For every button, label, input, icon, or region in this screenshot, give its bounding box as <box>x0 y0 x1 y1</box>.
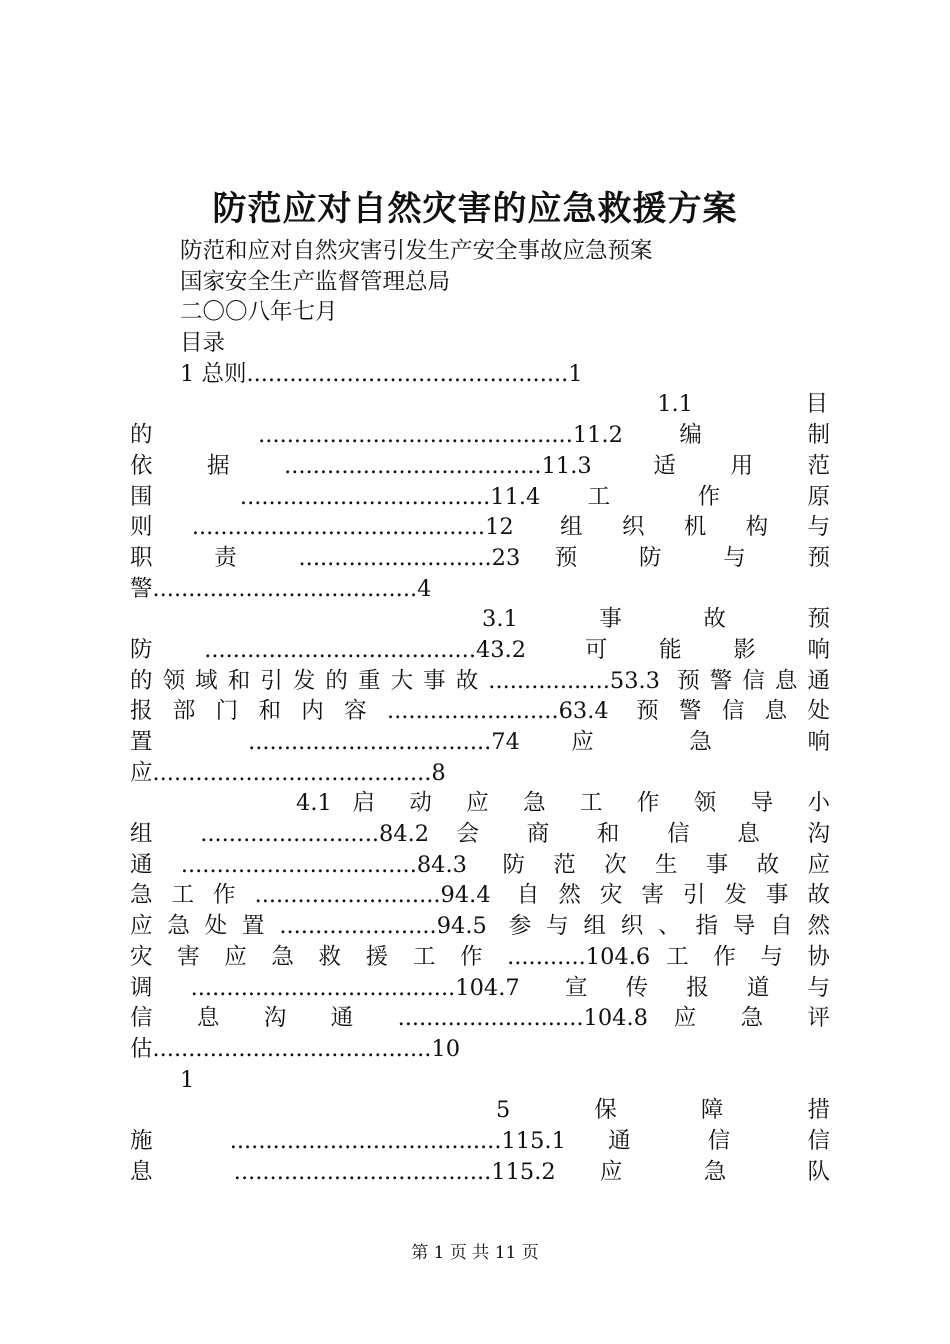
toc-line: 应.......................................8 <box>130 759 446 786</box>
toc-line: 急工作..........................94.4 自然灾害引发事故 <box>130 882 830 909</box>
toc-line: 职 责 ...........................23 预 防 与 预 <box>130 544 830 571</box>
toc-line: 1.1 目 <box>657 391 828 418</box>
toc-line: 置 ..................................74 应 急 响 <box>130 729 830 755</box>
toc-line: 信 息 沟 通 ..........................104.8 应 急 评 <box>130 1005 830 1032</box>
toc-line: 4.1 启 动 应 急 工 作 领 导 小 <box>296 790 830 817</box>
document-body <box>130 236 830 1187</box>
toc-line: 估.......................................10 <box>130 1035 461 1062</box>
toc-line: 施 ......................................115.1 通 信 信 <box>130 1127 830 1154</box>
toc-line: 灾 害 应 急 救 援 工 作 ...........104.6 工 作 与 协 <box>130 943 830 970</box>
toc-line: 则.........................................12 组织机构与 <box>130 514 830 541</box>
toc-line: 息 ....................................115.2 应 急 队 <box>130 1158 830 1185</box>
page-footer: 第 1 页 共 11 页 <box>411 1243 539 1263</box>
toc-line: 3.1 事 故 预 <box>482 606 830 633</box>
issuer-line: 国家安全生产监督管理总局 <box>180 268 451 295</box>
toc-line: 的领域和引发的重大事故.................53.3 预警信息通 <box>130 667 830 694</box>
toc-line: 依据....................................11.3 适用范 <box>130 452 830 479</box>
toc-line: 围 ...................................11.4 工 作 原 <box>130 483 830 510</box>
subtitle-line: 防范和应对自然灾害引发生产安全事故应急预案 <box>180 238 653 264</box>
toc-line: 警.....................................4 <box>130 575 432 602</box>
toc-line: 的 ............................................11.2 编 制 <box>130 422 830 449</box>
toc-line: 通.................................84.3 防范次生事故应 <box>130 851 830 878</box>
toc-line: 应急处置......................94.5 参与组织、指导自然 <box>130 913 830 940</box>
document-title: 防范应对自然灾害的应急救援方案 <box>212 189 738 229</box>
toc-line: 5 保 障 措 <box>496 1097 830 1124</box>
toc-line: 调.....................................104.7 宣传报道与 <box>130 974 830 1001</box>
date-line: 二〇〇八年七月 <box>180 299 338 326</box>
toc-heading: 目录 <box>180 330 226 357</box>
toc-line: 报部门和内容........................63.4 预警信息处 <box>130 698 830 725</box>
toc-entry: 1 总则.............................................1 <box>180 360 583 387</box>
toc-line: 防......................................43.2 可能影响 <box>130 636 830 663</box>
toc-line: 组 .........................84.2 会 商 和 信 息 沟 <box>130 821 830 848</box>
page-number-inline: 1 <box>180 1066 195 1093</box>
